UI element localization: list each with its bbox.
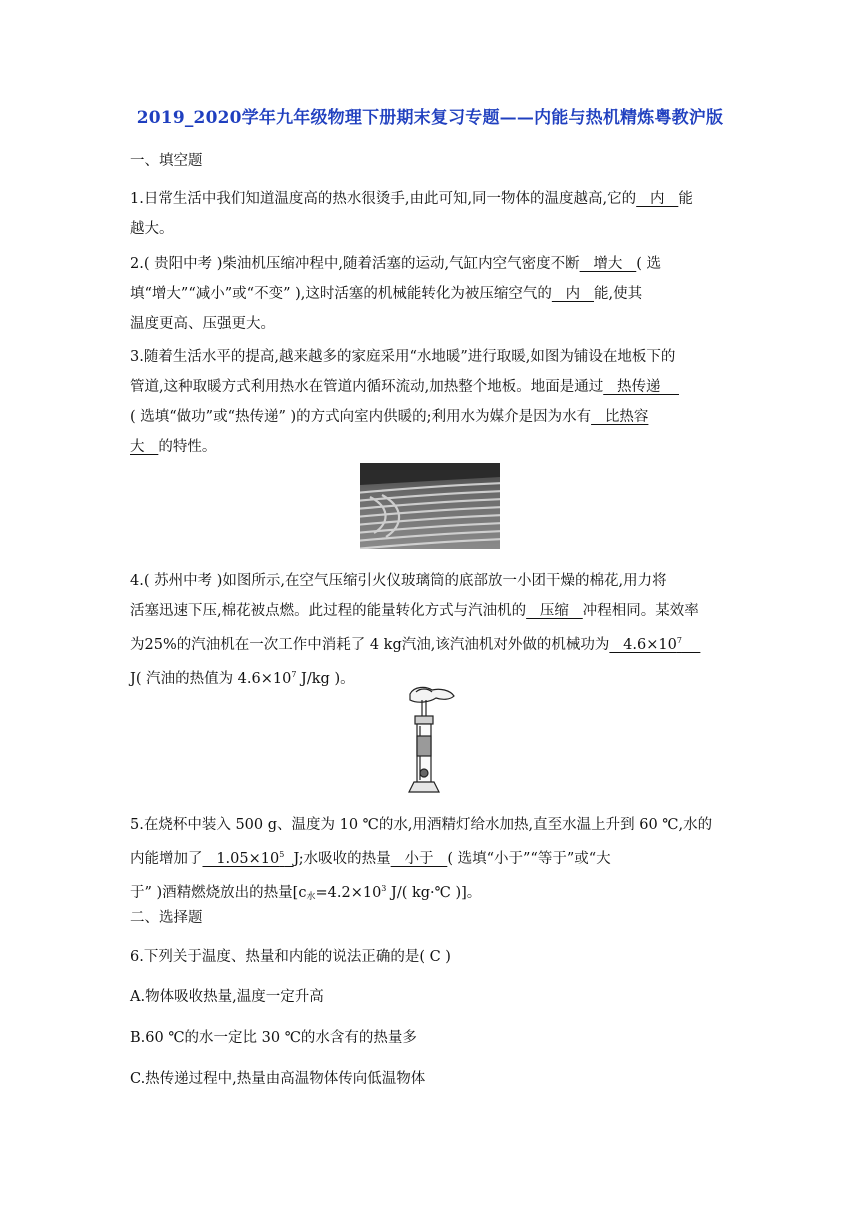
question-5-line-1: 5.在烧杯中装入 500 g、温度为 10 ℃的水,用酒精灯给水加热,直至水温上升到 60 ℃,水的 <box>130 817 713 833</box>
question-5 <box>130 810 730 912</box>
answer-blank: 小于 <box>390 851 448 867</box>
question-1-line-1: 1.日常生活中我们知道温度高的热水很烫手,由此可知,同一物体的温度越高,它的 内 能 <box>130 191 693 207</box>
question-2-line-2: 填“增大”“减小”或“不变” ),这时活塞的机械能转化为被压缩空气的 内 能,使其 <box>130 286 643 302</box>
question-3-line-3: ( 选填“做功”或“热传递” )的方式向室内供暖的;利用水为媒介是因为水有 比热容 <box>130 409 649 425</box>
question-4 <box>130 566 730 694</box>
section-heading-multiple-choice: 二、选择题 <box>130 910 203 926</box>
question-5-line-3: 于” )酒精燃烧放出的热量[$c_水=4.2\times 10^3$ J/( kg·℃ )]。 <box>130 884 482 902</box>
answer-blank: 压缩 <box>526 603 583 619</box>
question-4-line-2: 活塞迅速下压,棉花被点燃。此过程的能量转化方式与汽油机的 压缩 冲程相同。某效率 <box>130 603 699 619</box>
question-3 <box>130 342 730 462</box>
question-2 <box>130 249 730 339</box>
section-heading-fill-in: 一、填空题 <box>130 153 203 169</box>
answer-blank: 增大 <box>579 256 637 272</box>
answer-blank: 比热容 <box>591 409 649 425</box>
answer-blank: 内 <box>551 286 595 302</box>
question-3-line-2: 管道,这种取暖方式利用热水在管道内循环流动,加热整个地板。地面是通过 热传递 <box>130 379 679 395</box>
question-6-option-c: C.热传递过程中,热量由高温物体传向低温物体 <box>130 1071 426 1087</box>
question-3-line-4: 大 的特性。 <box>130 439 217 455</box>
floor-heating-pipes-figure <box>360 463 500 549</box>
question-1 <box>130 184 730 244</box>
question-4-line-3: 为25%的汽油机在一次工作中消耗了 4 kg汽油,该汽油机对外做的机械功为 $4.6\times 10^7$ <box>130 626 730 660</box>
question-2-line-3: 温度更高、压强更大。 <box>130 316 275 332</box>
answer-blank: 大 <box>130 439 159 455</box>
answer-blank: 热传递 <box>603 379 679 395</box>
document-title: 2019_2020学年九年级物理下册期末复习专题——内能与热机精炼粤教沪版 <box>136 108 724 128</box>
question-4-line-1: 4.( 苏州中考 )如图所示,在空气压缩引火仪玻璃筒的底部放一小团干燥的棉花,用力将 <box>130 573 667 589</box>
answer-blank: 内 <box>636 191 679 207</box>
answer-blank: $4.6\times 10^7$ <box>609 636 682 653</box>
answer-blank: $1.05\times 10^5$ <box>202 850 285 867</box>
question-2-line-1: 2.( 贵阳中考 )柴油机压缩冲程中,随着活塞的运动,气缸内空气密度不断 增大 ( 选 <box>130 256 662 272</box>
question-1-line-2: 越大。 <box>130 221 174 237</box>
question-6-option-a: A.物体吸收热量,温度一定升高 <box>130 989 324 1005</box>
question-6-stem: 6.下列关于温度、热量和内能的说法正确的是( C ) <box>130 949 451 965</box>
air-compression-igniter-figure <box>396 684 466 796</box>
question-6-option-b: B.60 ℃的水一定比 30 ℃的水含有的热量多 <box>130 1030 417 1046</box>
question-3-line-1: 3.随着生活水平的提高,越来越多的家庭采用“水地暖”进行取暖,如图为铺设在地板下的 <box>130 349 676 365</box>
question-5-line-2: 内能增加了 $1.05\times 10^5$ J;水吸收的热量 小于 ( 选填“小于”“等于”或“大 <box>130 850 611 867</box>
question-4-line-4: J( 汽油的热值为 $4.6\times 10^7$ J/kg )。 <box>130 670 355 687</box>
